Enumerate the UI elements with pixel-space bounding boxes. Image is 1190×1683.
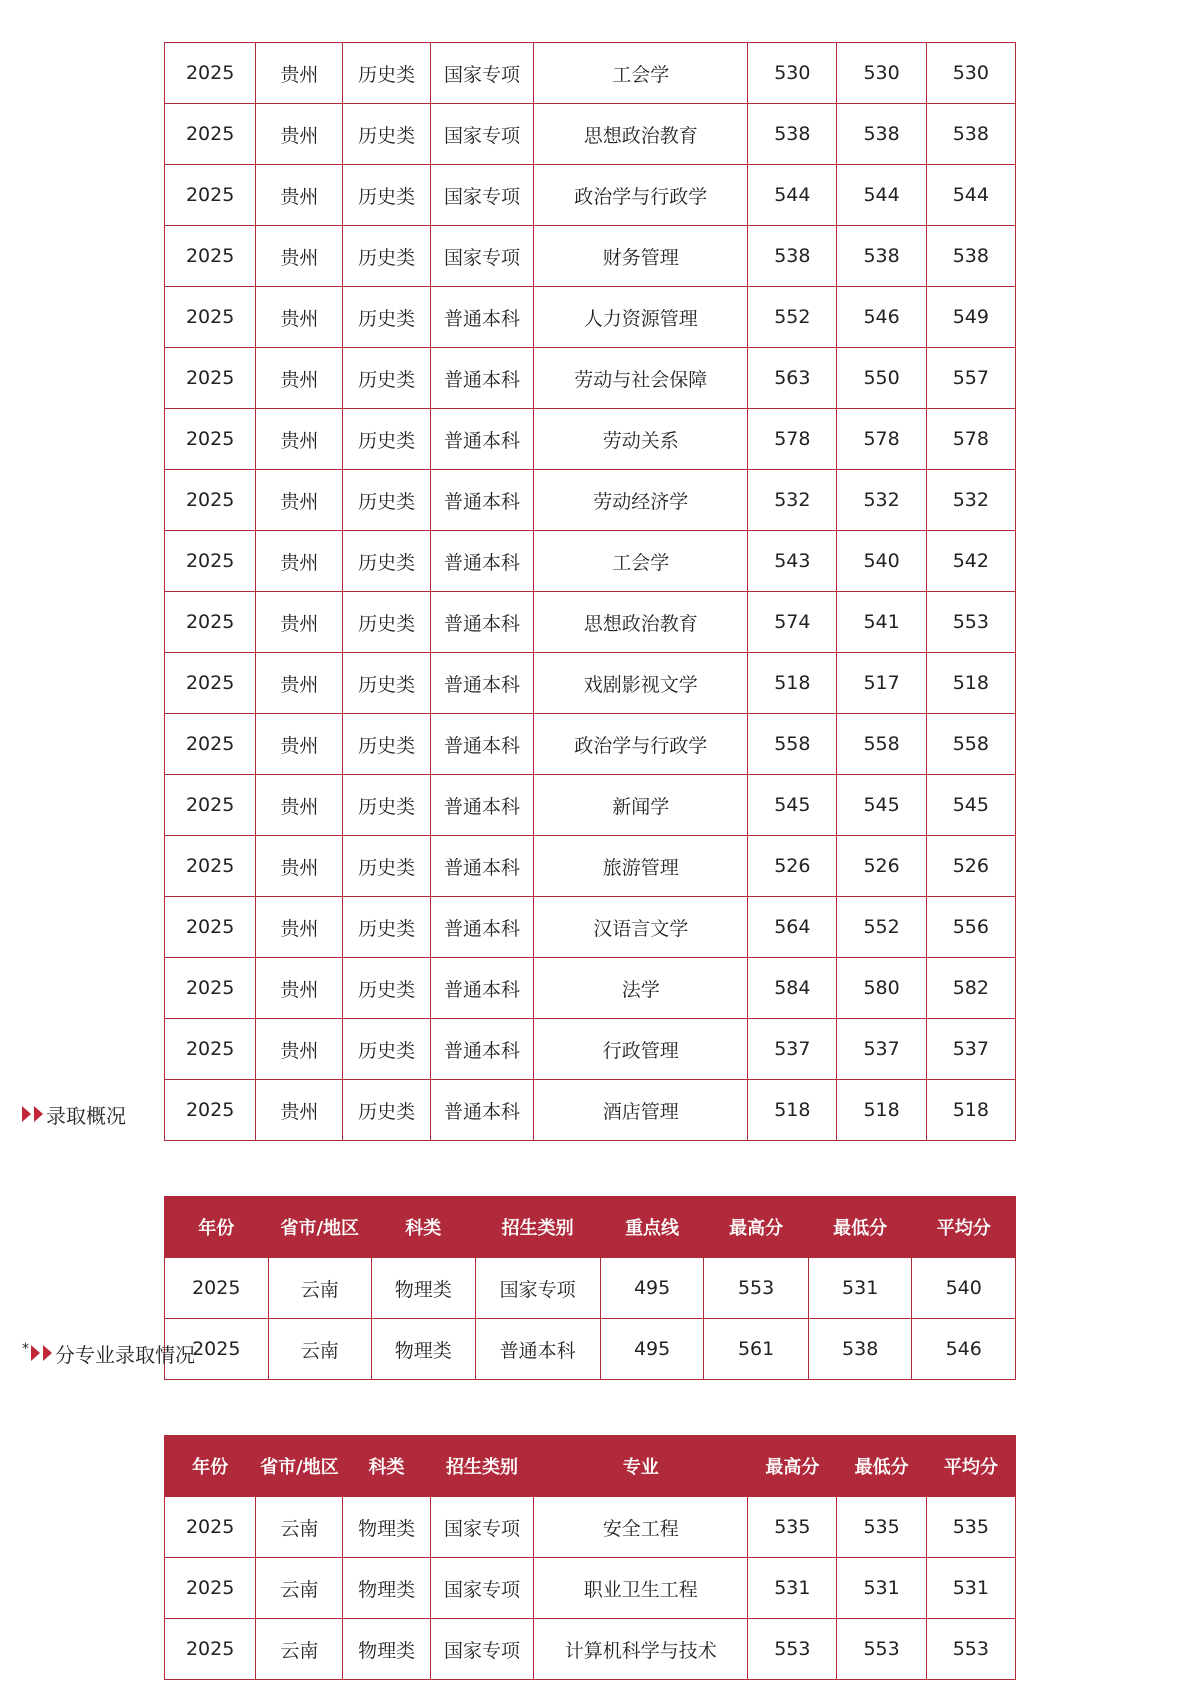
table-cell: 历史类 xyxy=(343,226,430,287)
table-cell: 537 xyxy=(748,1019,837,1080)
column-header: 最高分 xyxy=(704,1197,809,1258)
table-cell: 2025 xyxy=(165,1558,256,1619)
table-cell: 新闻学 xyxy=(534,775,748,836)
table-cell: 物理类 xyxy=(343,1497,430,1558)
table-cell: 历史类 xyxy=(343,348,430,409)
table-row xyxy=(165,348,1016,409)
table-cell: 酒店管理 xyxy=(534,1080,748,1141)
table-cell: 贵州 xyxy=(256,531,343,592)
table-cell: 职业卫生工程 xyxy=(534,1558,748,1619)
table-cell: 552 xyxy=(837,897,926,958)
table-cell: 550 xyxy=(837,348,926,409)
table-cell: 544 xyxy=(926,165,1015,226)
table-cell: 578 xyxy=(837,409,926,470)
column-header: 平均分 xyxy=(912,1197,1016,1258)
column-header: 最低分 xyxy=(837,1436,926,1497)
table-cell: 2025 xyxy=(165,958,256,1019)
table-cell: 545 xyxy=(748,775,837,836)
table-cell: 贵州 xyxy=(256,653,343,714)
table-cell: 2025 xyxy=(165,1019,256,1080)
table-cell: 贵州 xyxy=(256,409,343,470)
table-cell: 538 xyxy=(926,226,1015,287)
triangle-right-icon xyxy=(43,1345,52,1361)
table-cell: 495 xyxy=(600,1319,704,1380)
table-cell: 云南 xyxy=(256,1497,343,1558)
table-cell: 普通本科 xyxy=(430,1080,534,1141)
table-cell: 2025 xyxy=(165,104,256,165)
table-cell: 云南 xyxy=(256,1558,343,1619)
column-header: 年份 xyxy=(165,1197,269,1258)
column-header: 科类 xyxy=(372,1197,476,1258)
table-cell: 553 xyxy=(748,1619,837,1680)
table-cell: 537 xyxy=(837,1019,926,1080)
asterisk-marker: * xyxy=(22,1341,29,1357)
table-cell: 普通本科 xyxy=(430,287,534,348)
column-header: 平均分 xyxy=(926,1436,1015,1497)
column-header: 最低分 xyxy=(808,1197,912,1258)
column-header: 省市/地区 xyxy=(268,1197,372,1258)
table-cell: 578 xyxy=(748,409,837,470)
table-cell: 2025 xyxy=(165,226,256,287)
table-cell: 政治学与行政学 xyxy=(534,165,748,226)
table-cell: 历史类 xyxy=(343,104,430,165)
table-cell: 2025 xyxy=(165,165,256,226)
table-row xyxy=(165,226,1016,287)
table-cell: 553 xyxy=(837,1619,926,1680)
table-cell: 558 xyxy=(837,714,926,775)
table-cell: 532 xyxy=(926,470,1015,531)
table-cell: 国家专项 xyxy=(475,1258,600,1319)
table-cell: 526 xyxy=(837,836,926,897)
table-cell: 538 xyxy=(837,104,926,165)
table-row xyxy=(165,1258,1016,1319)
table-cell: 552 xyxy=(748,287,837,348)
column-header: 招生类别 xyxy=(475,1197,600,1258)
table-cell: 国家专项 xyxy=(430,43,534,104)
table-cell: 贵州 xyxy=(256,592,343,653)
table-row xyxy=(165,531,1016,592)
table-cell: 历史类 xyxy=(343,43,430,104)
table-cell: 贵州 xyxy=(256,165,343,226)
column-header: 招生类别 xyxy=(430,1436,534,1497)
table-row xyxy=(165,1319,1016,1380)
table-cell: 历史类 xyxy=(343,409,430,470)
table-row xyxy=(165,653,1016,714)
column-header: 专业 xyxy=(534,1436,748,1497)
table-cell: 584 xyxy=(748,958,837,1019)
column-header: 科类 xyxy=(343,1436,430,1497)
table-row xyxy=(165,592,1016,653)
table-cell: 518 xyxy=(837,1080,926,1141)
table-cell: 2025 xyxy=(165,1319,269,1380)
table-cell: 普通本科 xyxy=(430,531,534,592)
table-cell: 戏剧影视文学 xyxy=(534,653,748,714)
table-cell: 580 xyxy=(837,958,926,1019)
table-cell: 劳动经济学 xyxy=(534,470,748,531)
table-cell: 541 xyxy=(837,592,926,653)
table-cell: 贵州 xyxy=(256,348,343,409)
table-row xyxy=(165,1558,1016,1619)
table-cell: 561 xyxy=(704,1319,809,1380)
table-row xyxy=(165,1080,1016,1141)
table-cell: 历史类 xyxy=(343,1080,430,1141)
triangle-right-icon xyxy=(22,1106,31,1122)
table-cell: 历史类 xyxy=(343,836,430,897)
table-cell: 558 xyxy=(748,714,837,775)
table-cell: 普通本科 xyxy=(430,714,534,775)
table-cell: 540 xyxy=(912,1258,1016,1319)
table-cell: 安全工程 xyxy=(534,1497,748,1558)
table-cell: 2025 xyxy=(165,409,256,470)
major-admission-heading xyxy=(22,1340,195,1366)
table-cell: 物理类 xyxy=(343,1619,430,1680)
table-cell: 汉语言文学 xyxy=(534,897,748,958)
table-row xyxy=(165,714,1016,775)
table-cell: 538 xyxy=(748,226,837,287)
triangle-right-icon xyxy=(34,1106,43,1122)
table-cell: 贵州 xyxy=(256,1019,343,1080)
table-cell: 行政管理 xyxy=(534,1019,748,1080)
overview-heading-text: 录取概况 xyxy=(46,1103,126,1128)
table-cell: 530 xyxy=(837,43,926,104)
table-cell: 549 xyxy=(926,287,1015,348)
table-cell: 518 xyxy=(748,1080,837,1141)
table-cell: 2025 xyxy=(165,714,256,775)
table-cell: 物理类 xyxy=(343,1558,430,1619)
table-cell: 财务管理 xyxy=(534,226,748,287)
table-row xyxy=(165,165,1016,226)
table-cell: 普通本科 xyxy=(430,775,534,836)
table-cell: 538 xyxy=(808,1319,912,1380)
table-cell: 贵州 xyxy=(256,958,343,1019)
table-row xyxy=(165,287,1016,348)
table-row xyxy=(165,1497,1016,1558)
table-cell: 532 xyxy=(748,470,837,531)
table-cell: 553 xyxy=(704,1258,809,1319)
table-cell: 530 xyxy=(748,43,837,104)
table-cell: 计算机科学与技术 xyxy=(534,1619,748,1680)
admission-overview-table xyxy=(164,1196,1016,1380)
table-cell: 545 xyxy=(837,775,926,836)
table-cell: 贵州 xyxy=(256,897,343,958)
table-cell: 542 xyxy=(926,531,1015,592)
table-cell: 历史类 xyxy=(343,592,430,653)
table-cell: 546 xyxy=(912,1319,1016,1380)
table-cell: 贵州 xyxy=(256,43,343,104)
table-cell: 历史类 xyxy=(343,287,430,348)
table-cell: 工会学 xyxy=(534,531,748,592)
table-cell: 2025 xyxy=(165,1258,269,1319)
table-cell: 贵州 xyxy=(256,836,343,897)
table-cell: 思想政治教育 xyxy=(534,104,748,165)
table-cell: 历史类 xyxy=(343,531,430,592)
table-cell: 556 xyxy=(926,897,1015,958)
table-cell: 云南 xyxy=(268,1258,372,1319)
table-cell: 517 xyxy=(837,653,926,714)
table-cell: 国家专项 xyxy=(430,1558,534,1619)
table-cell: 历史类 xyxy=(343,897,430,958)
column-header: 最高分 xyxy=(748,1436,837,1497)
table-cell: 544 xyxy=(748,165,837,226)
table-row xyxy=(165,1619,1016,1680)
table-cell: 国家专项 xyxy=(430,165,534,226)
column-header: 年份 xyxy=(165,1436,256,1497)
table-row xyxy=(165,897,1016,958)
table-cell: 578 xyxy=(926,409,1015,470)
table-cell: 工会学 xyxy=(534,43,748,104)
table-cell: 535 xyxy=(926,1497,1015,1558)
table-cell: 526 xyxy=(926,836,1015,897)
table-cell: 国家专项 xyxy=(430,226,534,287)
table-cell: 532 xyxy=(837,470,926,531)
table-cell: 历史类 xyxy=(343,775,430,836)
table-cell: 558 xyxy=(926,714,1015,775)
table-cell: 2025 xyxy=(165,348,256,409)
table-row xyxy=(165,836,1016,897)
table-cell: 普通本科 xyxy=(430,653,534,714)
triangle-right-icon xyxy=(31,1345,40,1361)
table-cell: 2025 xyxy=(165,1497,256,1558)
table-cell: 518 xyxy=(748,653,837,714)
table-cell: 538 xyxy=(837,226,926,287)
table-cell: 普通本科 xyxy=(430,897,534,958)
overview-heading xyxy=(22,1101,126,1127)
table-cell: 518 xyxy=(926,653,1015,714)
major-admission-table-guizhou xyxy=(164,42,1016,1141)
table-cell: 政治学与行政学 xyxy=(534,714,748,775)
table-cell: 贵州 xyxy=(256,226,343,287)
table-cell: 557 xyxy=(926,348,1015,409)
table-cell: 531 xyxy=(808,1258,912,1319)
table-cell: 云南 xyxy=(256,1619,343,1680)
table-cell: 531 xyxy=(837,1558,926,1619)
table-cell: 535 xyxy=(837,1497,926,1558)
table-cell: 历史类 xyxy=(343,958,430,1019)
table-cell: 法学 xyxy=(534,958,748,1019)
table-cell: 2025 xyxy=(165,531,256,592)
table-cell: 544 xyxy=(837,165,926,226)
table-cell: 2025 xyxy=(165,775,256,836)
table-cell: 普通本科 xyxy=(430,470,534,531)
table-cell: 普通本科 xyxy=(430,409,534,470)
major-admission-table-yunnan xyxy=(164,1435,1016,1680)
table-cell: 贵州 xyxy=(256,714,343,775)
table-cell: 2025 xyxy=(165,1619,256,1680)
table-cell: 历史类 xyxy=(343,1019,430,1080)
table-cell: 贵州 xyxy=(256,287,343,348)
table-cell: 2025 xyxy=(165,1080,256,1141)
table-cell: 563 xyxy=(748,348,837,409)
table-row xyxy=(165,1019,1016,1080)
table-cell: 云南 xyxy=(268,1319,372,1380)
table-cell: 国家专项 xyxy=(430,1619,534,1680)
table-cell: 普通本科 xyxy=(430,592,534,653)
table-cell: 543 xyxy=(748,531,837,592)
table-row xyxy=(165,470,1016,531)
table-cell: 国家专项 xyxy=(430,104,534,165)
table-cell: 历史类 xyxy=(343,653,430,714)
table-row xyxy=(165,409,1016,470)
table-cell: 530 xyxy=(926,43,1015,104)
column-header: 省市/地区 xyxy=(256,1436,343,1497)
table-cell: 2025 xyxy=(165,470,256,531)
table-cell: 495 xyxy=(600,1258,704,1319)
table-cell: 贵州 xyxy=(256,470,343,531)
table-row xyxy=(165,775,1016,836)
table-cell: 535 xyxy=(748,1497,837,1558)
table-cell: 贵州 xyxy=(256,1080,343,1141)
table-cell: 538 xyxy=(926,104,1015,165)
table-cell: 582 xyxy=(926,958,1015,1019)
table-cell: 545 xyxy=(926,775,1015,836)
table-cell: 553 xyxy=(926,592,1015,653)
table-cell: 历史类 xyxy=(343,165,430,226)
table-cell: 普通本科 xyxy=(430,958,534,1019)
table-cell: 贵州 xyxy=(256,104,343,165)
table-row xyxy=(165,958,1016,1019)
table-cell: 劳动关系 xyxy=(534,409,748,470)
table-row xyxy=(165,104,1016,165)
table-cell: 546 xyxy=(837,287,926,348)
table-cell: 普通本科 xyxy=(430,348,534,409)
table-cell: 人力资源管理 xyxy=(534,287,748,348)
table-cell: 物理类 xyxy=(372,1319,476,1380)
table-cell: 旅游管理 xyxy=(534,836,748,897)
table-cell: 劳动与社会保障 xyxy=(534,348,748,409)
table-cell: 普通本科 xyxy=(430,836,534,897)
table-cell: 历史类 xyxy=(343,470,430,531)
table-cell: 2025 xyxy=(165,43,256,104)
table-cell: 537 xyxy=(926,1019,1015,1080)
table-cell: 贵州 xyxy=(256,775,343,836)
table-cell: 2025 xyxy=(165,287,256,348)
table-cell: 526 xyxy=(748,836,837,897)
table-cell: 2025 xyxy=(165,836,256,897)
table-cell: 2025 xyxy=(165,592,256,653)
table-cell: 国家专项 xyxy=(430,1497,534,1558)
column-header: 重点线 xyxy=(600,1197,704,1258)
table-cell: 2025 xyxy=(165,897,256,958)
major-admission-heading-text: 分专业录取情况 xyxy=(55,1342,195,1367)
table-cell: 物理类 xyxy=(372,1258,476,1319)
table-cell: 历史类 xyxy=(343,714,430,775)
table-cell: 574 xyxy=(748,592,837,653)
table-cell: 564 xyxy=(748,897,837,958)
table-cell: 531 xyxy=(748,1558,837,1619)
table-cell: 2025 xyxy=(165,653,256,714)
table-cell: 普通本科 xyxy=(430,1019,534,1080)
table-cell: 普通本科 xyxy=(475,1319,600,1380)
table-row xyxy=(165,43,1016,104)
table-cell: 540 xyxy=(837,531,926,592)
table-cell: 553 xyxy=(926,1619,1015,1680)
table-cell: 思想政治教育 xyxy=(534,592,748,653)
table-cell: 531 xyxy=(926,1558,1015,1619)
table-cell: 518 xyxy=(926,1080,1015,1141)
table-cell: 538 xyxy=(748,104,837,165)
